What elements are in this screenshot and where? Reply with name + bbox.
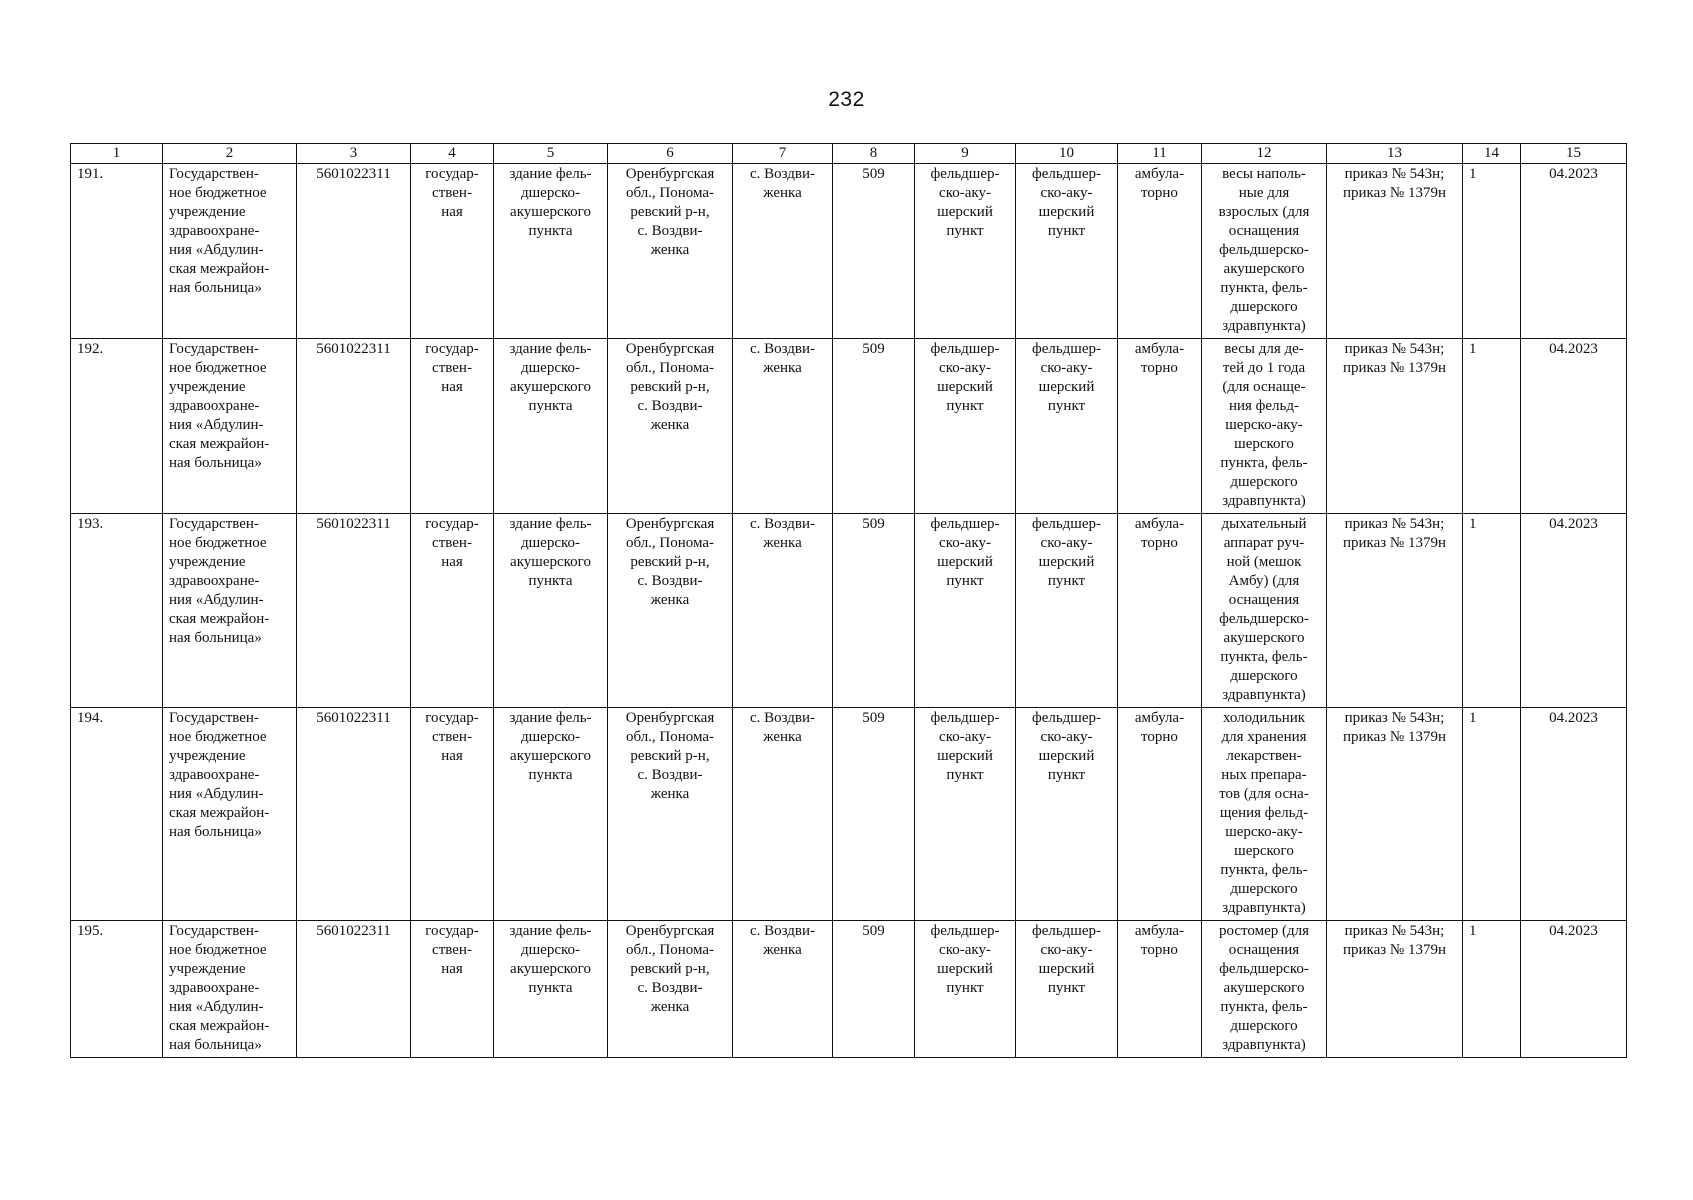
- settlement-cell: с. Воздви- женка: [733, 514, 833, 708]
- quantity-cell: 1: [1463, 339, 1521, 514]
- care-form-cell: амбула- торно: [1118, 339, 1202, 514]
- column-header: 13: [1327, 144, 1463, 164]
- date-cell: 04.2023: [1521, 921, 1627, 1058]
- unit-type-cell: фельдшер- ско-аку- шерский пункт: [915, 514, 1016, 708]
- column-header: 2: [163, 144, 297, 164]
- code-cell: 509: [833, 164, 915, 339]
- column-header: 4: [411, 144, 494, 164]
- settlement-cell: с. Воздви- женка: [733, 164, 833, 339]
- row-number-cell: 195.: [71, 921, 163, 1058]
- equipment-cell: весы для де- тей до 1 года (для оснаще- ния фельд- шерско-аку- шерского пункта, фель- дшерского здравпункта): [1202, 339, 1327, 514]
- unit-type-cell: фельдшер- ско-аку- шерский пункт: [915, 708, 1016, 921]
- settlement-cell: с. Воздви- женка: [733, 339, 833, 514]
- unit-type-cell: фельдшер- ско-аку- шерский пункт: [915, 921, 1016, 1058]
- organization-cell: Государствен- ное бюджетное учреждение здравоохране- ния «Абдулин- ская межрайон- ная больница»: [163, 164, 297, 339]
- unit-cell: фельдшер- ско-аку- шерский пункт: [1016, 514, 1118, 708]
- unit-type-cell: фельдшер- ско-аку- шерский пункт: [915, 339, 1016, 514]
- order-cell: приказ № 543н; приказ № 1379н: [1327, 514, 1463, 708]
- building-cell: здание фель- дшерско- акушерского пункта: [494, 921, 608, 1058]
- column-header: 9: [915, 144, 1016, 164]
- order-cell: приказ № 543н; приказ № 1379н: [1327, 164, 1463, 339]
- building-cell: здание фель- дшерско- акушерского пункта: [494, 164, 608, 339]
- address-cell: Оренбургская обл., Понома- ревский р-н, с. Воздви- женка: [608, 339, 733, 514]
- quantity-cell: 1: [1463, 514, 1521, 708]
- inn-cell: 5601022311: [297, 921, 411, 1058]
- equipment-cell: весы наполь- ные для взрослых (для оснащения фельдшерско- акушерского пункта, фель- дшерского здравпункта): [1202, 164, 1327, 339]
- order-cell: приказ № 543н; приказ № 1379н: [1327, 708, 1463, 921]
- column-header: 5: [494, 144, 608, 164]
- table-row: [71, 339, 1627, 514]
- care-form-cell: амбула- торно: [1118, 708, 1202, 921]
- column-header: 8: [833, 144, 915, 164]
- column-header: 3: [297, 144, 411, 164]
- row-number-cell: 192.: [71, 339, 163, 514]
- code-cell: 509: [833, 708, 915, 921]
- address-cell: Оренбургская обл., Понома- ревский р-н, с. Воздви- женка: [608, 921, 733, 1058]
- care-form-cell: амбула- торно: [1118, 514, 1202, 708]
- table-row: [71, 921, 1627, 1058]
- order-cell: приказ № 543н; приказ № 1379н: [1327, 339, 1463, 514]
- ownership-cell: государ- ствен- ная: [411, 164, 494, 339]
- column-header: 15: [1521, 144, 1627, 164]
- unit-cell: фельдшер- ско-аку- шерский пункт: [1016, 921, 1118, 1058]
- building-cell: здание фель- дшерско- акушерского пункта: [494, 708, 608, 921]
- address-cell: Оренбургская обл., Понома- ревский р-н, с. Воздви- женка: [608, 708, 733, 921]
- code-cell: 509: [833, 339, 915, 514]
- row-number-cell: 191.: [71, 164, 163, 339]
- settlement-cell: с. Воздви- женка: [733, 921, 833, 1058]
- quantity-cell: 1: [1463, 164, 1521, 339]
- equipment-cell: холодильник для хранения лекарствен- ных препара- тов (для осна- щения фельд- шерско-аку- шерского пункта, фель- дшерского здравпункта): [1202, 708, 1327, 921]
- unit-cell: фельдшер- ско-аку- шерский пункт: [1016, 708, 1118, 921]
- date-cell: 04.2023: [1521, 708, 1627, 921]
- date-cell: 04.2023: [1521, 514, 1627, 708]
- column-header: 12: [1202, 144, 1327, 164]
- address-cell: Оренбургская обл., Понома- ревский р-н, с. Воздви- женка: [608, 514, 733, 708]
- settlement-cell: с. Воздви- женка: [733, 708, 833, 921]
- ownership-cell: государ- ствен- ная: [411, 514, 494, 708]
- table-row: [71, 514, 1627, 708]
- building-cell: здание фель- дшерско- акушерского пункта: [494, 339, 608, 514]
- quantity-cell: 1: [1463, 708, 1521, 921]
- page-number: 232: [828, 88, 865, 111]
- unit-cell: фельдшер- ско-аку- шерский пункт: [1016, 164, 1118, 339]
- care-form-cell: амбула- торно: [1118, 164, 1202, 339]
- building-cell: здание фель- дшерско- акушерского пункта: [494, 514, 608, 708]
- organization-cell: Государствен- ное бюджетное учреждение здравоохране- ния «Абдулин- ская межрайон- ная больница»: [163, 921, 297, 1058]
- table-row: [71, 164, 1627, 339]
- column-header: 11: [1118, 144, 1202, 164]
- organization-cell: Государствен- ное бюджетное учреждение здравоохране- ния «Абдулин- ская межрайон- ная больница»: [163, 514, 297, 708]
- organization-cell: Государствен- ное бюджетное учреждение здравоохране- ния «Абдулин- ская межрайон- ная больница»: [163, 339, 297, 514]
- table-row: [71, 708, 1627, 921]
- date-cell: 04.2023: [1521, 339, 1627, 514]
- inn-cell: 5601022311: [297, 708, 411, 921]
- code-cell: 509: [833, 921, 915, 1058]
- row-number-cell: 194.: [71, 708, 163, 921]
- header-row: [71, 144, 1627, 164]
- unit-type-cell: фельдшер- ско-аку- шерский пункт: [915, 164, 1016, 339]
- inn-cell: 5601022311: [297, 164, 411, 339]
- unit-cell: фельдшер- ско-аку- шерский пункт: [1016, 339, 1118, 514]
- ownership-cell: государ- ствен- ная: [411, 921, 494, 1058]
- code-cell: 509: [833, 514, 915, 708]
- column-header: 6: [608, 144, 733, 164]
- ownership-cell: государ- ствен- ная: [411, 339, 494, 514]
- address-cell: Оренбургская обл., Понома- ревский р-н, с. Воздви- женка: [608, 164, 733, 339]
- equipment-cell: ростомер (для оснащения фельдшерско- акушерского пункта, фель- дшерского здравпункта): [1202, 921, 1327, 1058]
- equipment-cell: дыхательный аппарат руч- ной (мешок Амбу) (для оснащения фельдшерско- акушерского пункта, фель- дшерского здравпункта): [1202, 514, 1327, 708]
- column-header: 1: [71, 144, 163, 164]
- column-header: 7: [733, 144, 833, 164]
- inn-cell: 5601022311: [297, 339, 411, 514]
- column-header: 10: [1016, 144, 1118, 164]
- organization-cell: Государствен- ное бюджетное учреждение здравоохране- ния «Абдулин- ская межрайон- ная больница»: [163, 708, 297, 921]
- date-cell: 04.2023: [1521, 164, 1627, 339]
- inn-cell: 5601022311: [297, 514, 411, 708]
- care-form-cell: амбула- торно: [1118, 921, 1202, 1058]
- column-header: 14: [1463, 144, 1521, 164]
- ownership-cell: государ- ствен- ная: [411, 708, 494, 921]
- quantity-cell: 1: [1463, 921, 1521, 1058]
- order-cell: приказ № 543н; приказ № 1379н: [1327, 921, 1463, 1058]
- row-number-cell: 193.: [71, 514, 163, 708]
- registry-table: [70, 143, 1627, 1058]
